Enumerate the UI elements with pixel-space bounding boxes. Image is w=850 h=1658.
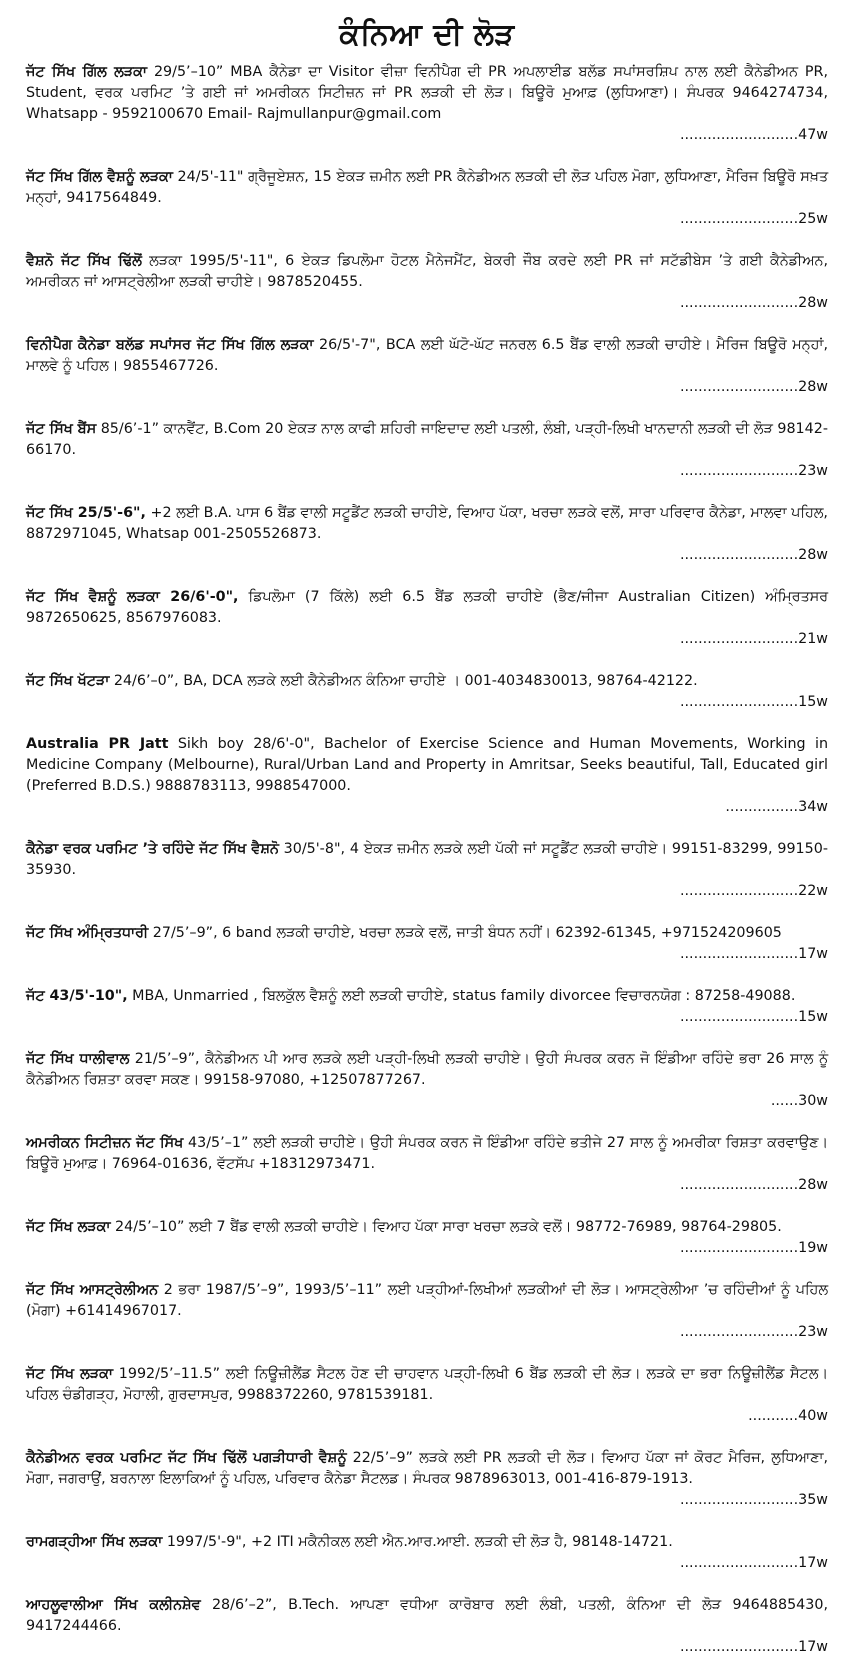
classified-ad	[26, 1364, 828, 1427]
ad-code: ..........................21w	[679, 631, 828, 647]
classified-ad	[26, 671, 828, 713]
ad-code: ..........................23w	[679, 463, 828, 479]
ad-code: ..........................22w	[679, 883, 828, 899]
ad-text: 29/5’–10” MBA ਕੈਨੇਡਾ ਦਾ Visitor ਵੀਜ਼ਾ ਵਿਨੀਪੈਗ ਦੀ PR ਅਪਲਾਈਡ ਬਲੱਡ ਸਪਾਂਸਰਸ਼ਿਪ ਨਾਲ ਲਈ ਕੈਨੇਡੀਅਨ PR, Student, ਵਰਕ ਪਰਮਿਟ ’ਤੇ ਗਈ ਜਾਂ ਅਮਰੀਕਨ ਸਿਟੀਜ਼ਨ ਜਾਂ PR ਲੜਕੀ ਦੀ ਲੋੜ। ਬਿਊਰੋ ਮੁਆਫ਼ (ਲੁਧਿਆਣਾ)। ਸੰਪਰਕ 9464274734, Whatsapp - 9592100670 Email- Rajmullanpur@gmail.com	[26, 64, 828, 122]
ad-lead: ਅਮਰੀਕਨ ਸਿਟੀਜ਼ਨ ਜੱਟ ਸਿੱਖ	[26, 1135, 184, 1151]
ad-code: ..........................47w	[679, 127, 828, 143]
ad-text: 85/6’-1” ਕਾਨਵੈਂਟ, B.Com 20 ਏਕੜ ਨਾਲ ਕਾਫੀ ਸ਼ਹਿਰੀ ਜਾਇਦਾਦ ਲਈ ਪਤਲੀ, ਲੰਬੀ, ਪੜ੍ਹੀ-ਲਿਖੀ ਖਾਨਦਾਨੀ ਲੜਕੀ ਦੀ ਲੋੜ 98142-66170.	[26, 421, 828, 458]
classified-ad	[26, 251, 828, 314]
ad-text: 22/5’–9” ਲੜਕੇ ਲਈ PR ਲੜਕੀ ਦੀ ਲੋੜ। ਵਿਆਹ ਪੱਕਾ ਜਾਂ ਕੋਰਟ ਮੈਰਿਜ, ਲੁਧਿਆਣਾ, ਮੋਗਾ, ਜਗਰਾਉਂ, ਬਰਨਾਲਾ ਇਲਾਕਿਆਂ ਨੂੰ ਪਹਿਲ, ਪਰਿਵਾਰ ਕੈਨੇਡਾ ਸੈਟਲਡ। ਸੰਪਰਕ 9878963013, 001-416-879-1913.	[26, 1450, 829, 1487]
ad-text: 21/5’–9”, ਕੈਨੇਡੀਅਨ ਪੀ ਆਰ ਲੜਕੇ ਲਈ ਪੜ੍ਹੀ-ਲਿਖੀ ਲੜਕੀ ਚਾਹੀਏ। ਉਹੀ ਸੰਪਰਕ ਕਰਨ ਜੋ ਇੰਡੀਆ ਰਹਿੰਦੇ ਭਰਾ 26 ਸਾਲ ਨੂੰ ਕੈਨੇਡੀਅਨ ਰਿਸ਼ਤਾ ਕਰਵਾ ਸਕਣ। 99158-97080, +12507877267.	[26, 1051, 828, 1088]
ad-lead: ਜੱਟ ਸਿੱਖ ਗਿੱਲ ਲੜਕਾ	[26, 64, 147, 80]
classified-ad	[26, 1133, 828, 1196]
ad-text: Sikh boy 28/6'-0", Bachelor of Exercise Science and Human Movements, Working in Medicine Company (Melbourne), Rural/Urban Land and Property in Amritsar, Seeks beautiful, Tall, Educated girl (Preferred B.D.S.) 9888783113, 9988547000.	[26, 736, 829, 794]
ad-text: ਲੜਕਾ 1995/5'-11", 6 ਏਕੜ ਡਿਪਲੋਮਾ ਹੋਟਲ ਮੈਨੇਜਮੈਂਟ, ਬੇਕਰੀ ਜੌਬ ਕਰਦੇ ਲਈ PR ਜਾਂ ਸਟੱਡੀਬੇਸ ’ਤੇ ਗਈ ਕੈਨੇਡੀਅਨ, ਅਮਰੀਕਨ ਜਾਂ ਆਸਟ੍ਰੇਲੀਆ ਲੜਕੀ ਚਾਹੀਏ। 9878520455.	[26, 253, 829, 290]
ad-code: ...........40w	[748, 1408, 828, 1424]
ad-lead: ਜੱਟ ਸਿੱਖ ਅੰਮ੍ਰਿਤਧਾਰੀ	[26, 925, 149, 941]
classified-ad	[26, 419, 828, 482]
classified-ad	[26, 62, 828, 146]
classified-ad	[26, 1049, 828, 1112]
ad-text: 43/5’–1” ਲਈ ਲੜਕੀ ਚਾਹੀਏ। ਉਹੀ ਸੰਪਰਕ ਕਰਨ ਜੋ ਇੰਡੀਆ ਰਹਿੰਦੇ ਭਤੀਜੇ 27 ਸਾਲ ਨੂੰ ਅਮਰੀਕਾ ਰਿਸ਼ਤਾ ਕਰਵਾਉਣ। ਬਿਊਰੋ ਮੁਆਫ਼। 76964-01636, ਵੱਟਸੱਪ +18312973471.	[26, 1135, 829, 1172]
ad-code: ......30w	[770, 1093, 828, 1109]
classified-ad	[26, 1532, 828, 1574]
ad-code: ..........................15w	[679, 1009, 828, 1025]
classified-ad	[26, 335, 828, 398]
ad-lead: ਜੱਟ ਸਿੱਖ 25/5'-6",	[26, 505, 146, 521]
ad-lead: ਜੱਟ ਸਿੱਖ ਬੈਂਸ	[26, 421, 97, 437]
ad-lead: ਜੱਟ ਸਿੱਖ ਗਿੱਲ ਵੈਸ਼ਨੂੰ ਲੜਕਾ	[26, 169, 173, 185]
classified-ad	[26, 167, 828, 230]
ad-lead: ਜੱਟ ਸਿੱਖ ਵੈਸ਼ਨੂੰ ਲੜਕਾ 26/6'-0",	[26, 589, 239, 605]
ad-code: ..........................23w	[679, 1324, 828, 1340]
ad-lead: ਜੱਟ ਸਿੱਖ ਧਾਲੀਵਾਲ	[26, 1051, 130, 1067]
ad-text: 24/6’–0”, BA, DCA ਲੜਕੇ ਲਈ ਕੈਨੇਡੀਅਨ ਕੰਨਿਆ ਚਾਹੀਏ । 001-4034830013, 98764-42122.	[109, 673, 698, 689]
ad-code: ..........................35w	[679, 1492, 828, 1508]
ad-code: ..........................17w	[679, 1639, 828, 1655]
ad-lead: ਜੱਟ ਸਿੱਖ ਲੜਕਾ	[26, 1366, 113, 1382]
ad-text: 26/5'-7", BCA ਲਈ ਘੱਟੋ-ਘੱਟ ਜਨਰਲ 6.5 ਬੈਂਡ ਵਾਲੀ ਲੜਕੀ ਚਾਹੀਏ। ਮੈਰਿਜ ਬਿਊਰੋ ਮਨ੍ਹਾਂ, ਮਾਲਵੇ ਨੂੰ ਪਹਿਲ। 9855467726.	[26, 337, 828, 374]
classified-ad	[26, 986, 828, 1028]
ad-code: ..........................15w	[679, 694, 828, 710]
ad-code: ..........................28w	[679, 547, 828, 563]
ad-code: ................34w	[725, 799, 828, 815]
ad-text: MBA, Unmarried , ਬਿਲਕੁੱਲ ਵੈਸ਼ਨੂੰ ਲਈ ਲੜਕੀ ਚਾਹੀਏ, status family divorcee ਵਿਚਾਰਨਯੋਗ : 87258-49088.	[127, 988, 796, 1004]
ad-text: ਡਿਪਲੋਮਾ (7 ਕਿੱਲੇ) ਲਈ 6.5 ਬੈਂਡ ਲੜਕੀ ਚਾਹੀਏ (ਭੈਣ/ਜੀਜਾ Australian Citizen) ਅੰਮ੍ਰਿਤਸਰ 9872650625, 8567976083.	[26, 589, 828, 626]
ad-code: ..........................19w	[679, 1240, 828, 1256]
classified-ad	[26, 587, 828, 650]
ad-text: 30/5'-8", 4 ਏਕੜ ਜ਼ਮੀਨ ਲੜਕੇ ਲਈ ਪੱਕੀ ਜਾਂ ਸਟੂਡੈਂਟ ਲੜਕੀ ਚਾਹੀਏ। 99151-83299, 99150-35930.	[26, 841, 828, 878]
ad-code: ..........................28w	[679, 295, 828, 311]
ad-text: 2 ਭਰਾ 1987/5’–9”, 1993/5’–11” ਲਈ ਪੜ੍ਹੀਆਂ-ਲਿਖੀਆਂ ਲੜਕੀਆਂ ਦੀ ਲੋੜ। ਆਸਟ੍ਰੇਲੀਆ ’ਚ ਰਹਿੰਦੀਆਂ ਨੂੰ ਪਹਿਲ (ਮੋਗਾ) +61414967017.	[26, 1282, 828, 1319]
classified-ad	[26, 1217, 828, 1259]
classified-ad	[26, 503, 828, 566]
ad-lead: ਜੱਟ ਸਿੱਖ ਖੱਟੜਾ	[26, 673, 110, 689]
ad-lead: ਕੈਨੇਡੀਅਨ ਵਰਕ ਪਰਮਿਟ ਜੱਟ ਸਿੱਖ ਢਿੱਲੋਂ ਪਗੜੀਧਾਰੀ ਵੈਸ਼ਨੂੰ	[26, 1450, 347, 1466]
ad-code: ..........................25w	[679, 211, 828, 227]
ad-lead: ਕੈਨੇਡਾ ਵਰਕ ਪਰਮਿਟ ’ਤੇ ਰਹਿੰਦੇ ਜੱਟ ਸਿੱਖ ਵੈਸ਼ਨੋ	[26, 841, 279, 857]
classified-ad	[26, 734, 828, 818]
page-title: ਕੰਨਿਆ ਦੀ ਲੋੜ	[339, 17, 515, 52]
classified-ad	[26, 1595, 828, 1658]
ads-list	[26, 62, 828, 1658]
ad-code: ..........................17w	[679, 1555, 828, 1571]
ad-text: 24/5'-11" ਗ੍ਰੈਜੂਏਸ਼ਨ, 15 ਏਕੜ ਜ਼ਮੀਨ ਲਈ PR ਕੈਨੇਡੀਅਨ ਲੜਕੀ ਦੀ ਲੋੜ ਪਹਿਲ ਮੋਗਾ, ਲੁਧਿਆਣਾ, ਮੈਰਿਜ ਬਿਊਰੋ ਸਖ਼ਤ ਮਨ੍ਹਾਂ, 9417564849.	[26, 169, 829, 206]
ad-lead: Australia PR Jatt	[26, 736, 169, 752]
classified-ad	[26, 1280, 828, 1343]
ad-code: ..........................28w	[679, 379, 828, 395]
ad-text: 27/5’–9”, 6 band ਲੜਕੀ ਚਾਹੀਏ, ਖਰਚਾ ਲੜਕੇ ਵਲੋਂ, ਜਾਤੀ ਬੰਧਨ ਨਹੀਂ। 62392-61345, +971524209605	[148, 925, 782, 941]
ad-lead: ਜੱਟ ਸਿੱਖ ਆਸਟ੍ਰੇਲੀਅਨ	[26, 1282, 159, 1298]
ad-lead: ਜੱਟ ਸਿੱਖ ਲੜਕਾ	[26, 1219, 111, 1235]
ad-lead: ਜੱਟ 43/5'-10",	[26, 988, 128, 1004]
ad-text: 1997/5'-9", +2 ITI ਮਕੈਨੀਕਲ ਲਈ ਐਨ.ਆਰ.ਆਈ. ਲੜਕੀ ਦੀ ਲੋੜ ਹੈ, 98148-14721.	[162, 1534, 673, 1550]
ad-text: 24/5’–10” ਲਈ 7 ਬੈਂਡ ਵਾਲੀ ਲੜਕੀ ਚਾਹੀਏ। ਵਿਆਹ ਪੱਕਾ ਸਾਰਾ ਖਰਚਾ ਲੜਕੇ ਵਲੋਂ। 98772-76989, 98764-29805.	[110, 1219, 782, 1235]
ad-lead: ਵੈਸ਼ਨੋ ਜੱਟ ਸਿੱਖ ਢਿੱਲੋਂ	[26, 253, 142, 269]
ad-text: 28/6’–2”, B.Tech. ਆਪਣਾ ਵਧੀਆ ਕਾਰੋਬਾਰ ਲਈ ਲੰਬੀ, ਪਤਲੀ, ਕੰਨਿਆ ਦੀ ਲੋੜ 9464885430, 9417244466.	[26, 1597, 828, 1634]
ad-text: 1992/5’–11.5” ਲਈ ਨਿਊਜ਼ੀਲੈਂਡ ਸੈਟਲ ਹੋਣ ਦੀ ਚਾਹਵਾਨ ਪੜ੍ਹੀ-ਲਿਖੀ 6 ਬੈਂਡ ਲੜਕੀ ਦੀ ਲੋੜ। ਲੜਕੇ ਦਾ ਭਰਾ ਨਿਊਜ਼ੀਲੈਂਡ ਸੈਟਲ। ਪਹਿਲ ਚੰਡੀਗੜ੍ਹ, ਮੋਹਾਲੀ, ਗੁਰਦਾਸਪੁਰ, 9988372260, 9781539181.	[26, 1366, 829, 1403]
ad-lead: ਆਹਲੂਵਾਲੀਆ ਸਿੱਖ ਕਲੀਨਸ਼ੇਵ	[26, 1597, 201, 1613]
classified-ad	[26, 839, 828, 902]
ad-lead: ਰਾਮਗੜ੍ਹੀਆ ਸਿੱਖ ਲੜਕਾ	[26, 1534, 163, 1550]
ad-lead: ਵਿਨੀਪੈਗ ਕੈਨੇਡਾ ਬਲੱਡ ਸਪਾਂਸਰ ਜੱਟ ਸਿੱਖ ਗਿੱਲ ਲੜਕਾ	[26, 337, 314, 353]
ad-code: ..........................17w	[679, 946, 828, 962]
ad-text: +2 ਲਈ B.A. ਪਾਸ 6 ਬੈਂਡ ਵਾਲੀ ਸਟੂਡੈਂਟ ਲੜਕੀ ਚਾਹੀਏ, ਵਿਆਹ ਪੱਕਾ, ਖਰਚਾ ਲੜਕੇ ਵਲੋਂ, ਸਾਰਾ ਪਰਿਵਾਰ ਕੈਨੇਡਾ, ਮਾਲਵਾ ਪਹਿਲ, 8872971045, Whatsap 001-2505526873.	[26, 505, 828, 542]
ad-code: ..........................28w	[679, 1177, 828, 1193]
classified-ad	[26, 923, 828, 965]
